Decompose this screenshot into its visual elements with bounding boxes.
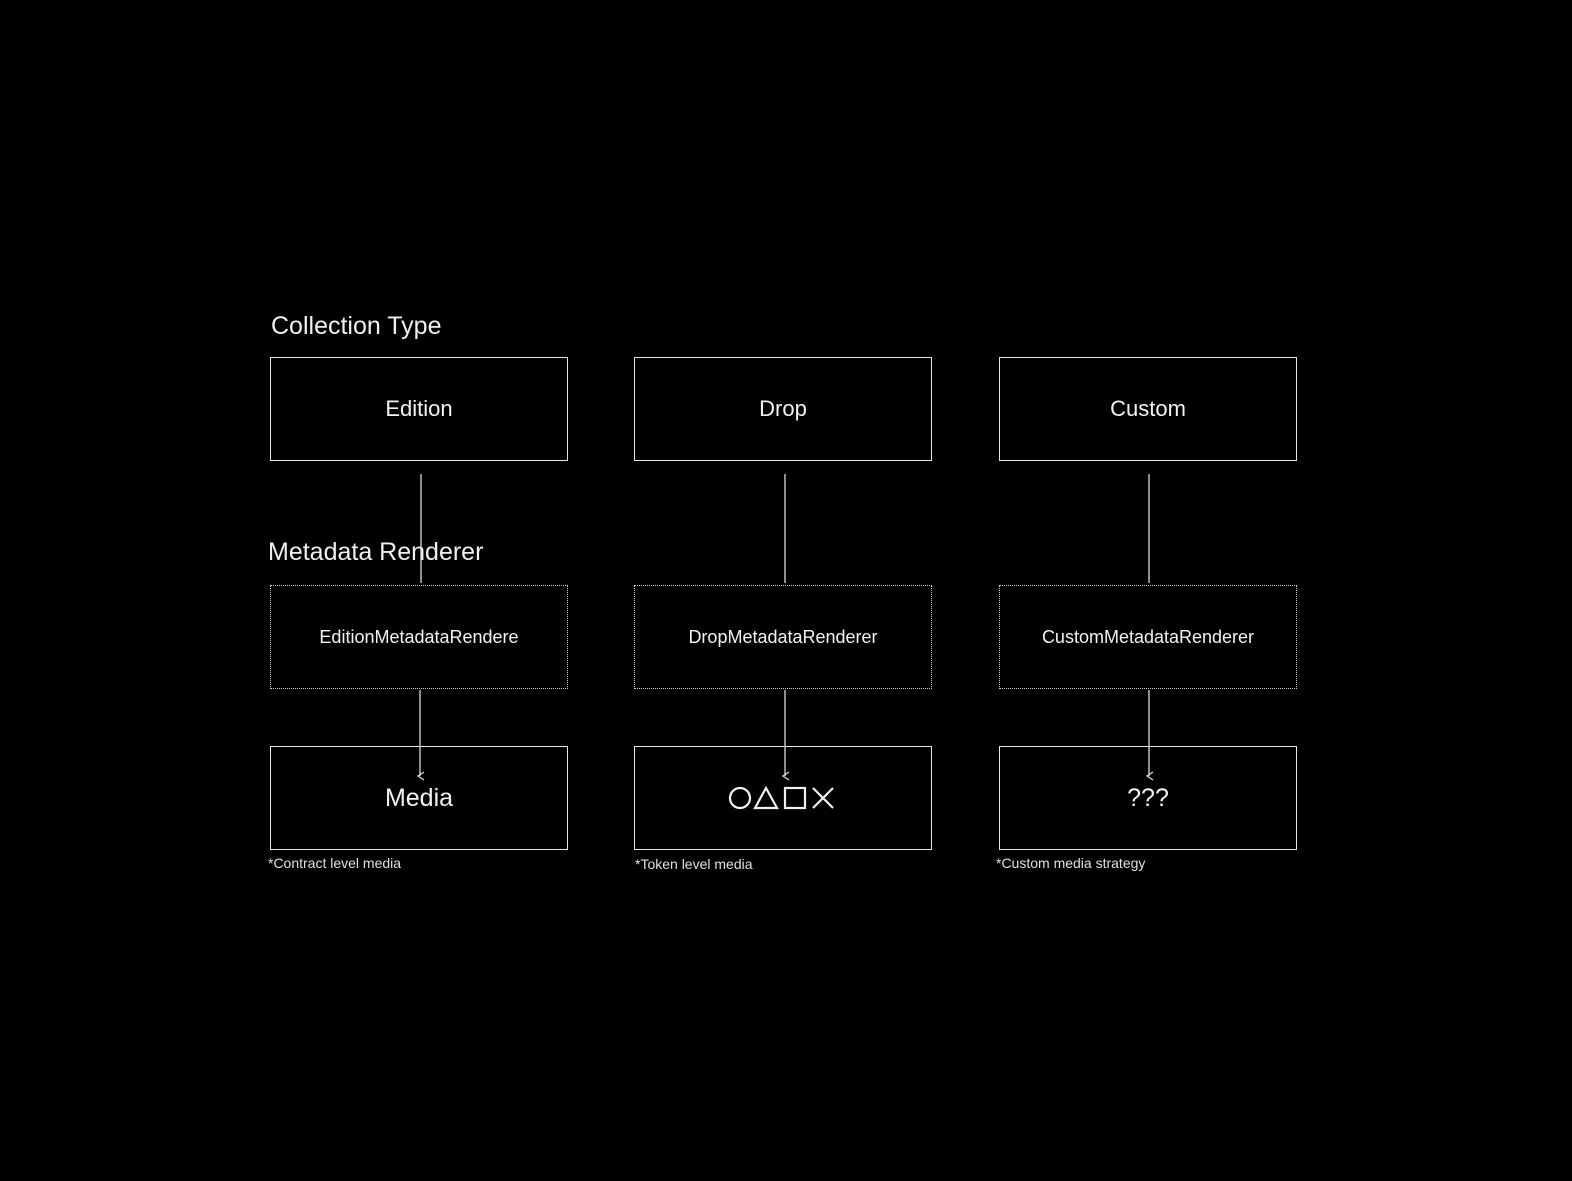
custom-media-label: ???	[1127, 783, 1169, 812]
metadata-renderer-heading: Metadata Renderer	[268, 538, 484, 566]
custom-renderer-label: CustomMetadataRenderer	[1041, 626, 1255, 647]
custom-footnote: *Custom media strategy	[996, 855, 1146, 871]
edition-footnote: *Contract level media	[268, 855, 402, 871]
drop-renderer-label: DropMetadataRenderer	[688, 626, 878, 647]
drop-footnote: *Token level media	[635, 856, 753, 872]
custom-label: Custom	[1110, 396, 1186, 421]
edition-renderer-label: EditionMetadataRendere	[319, 626, 519, 647]
edition-label: Edition	[385, 396, 453, 421]
edition-media-label: Media	[384, 783, 454, 812]
collection-type-heading: Collection Type	[271, 312, 442, 340]
drop-label: Drop	[759, 396, 807, 421]
